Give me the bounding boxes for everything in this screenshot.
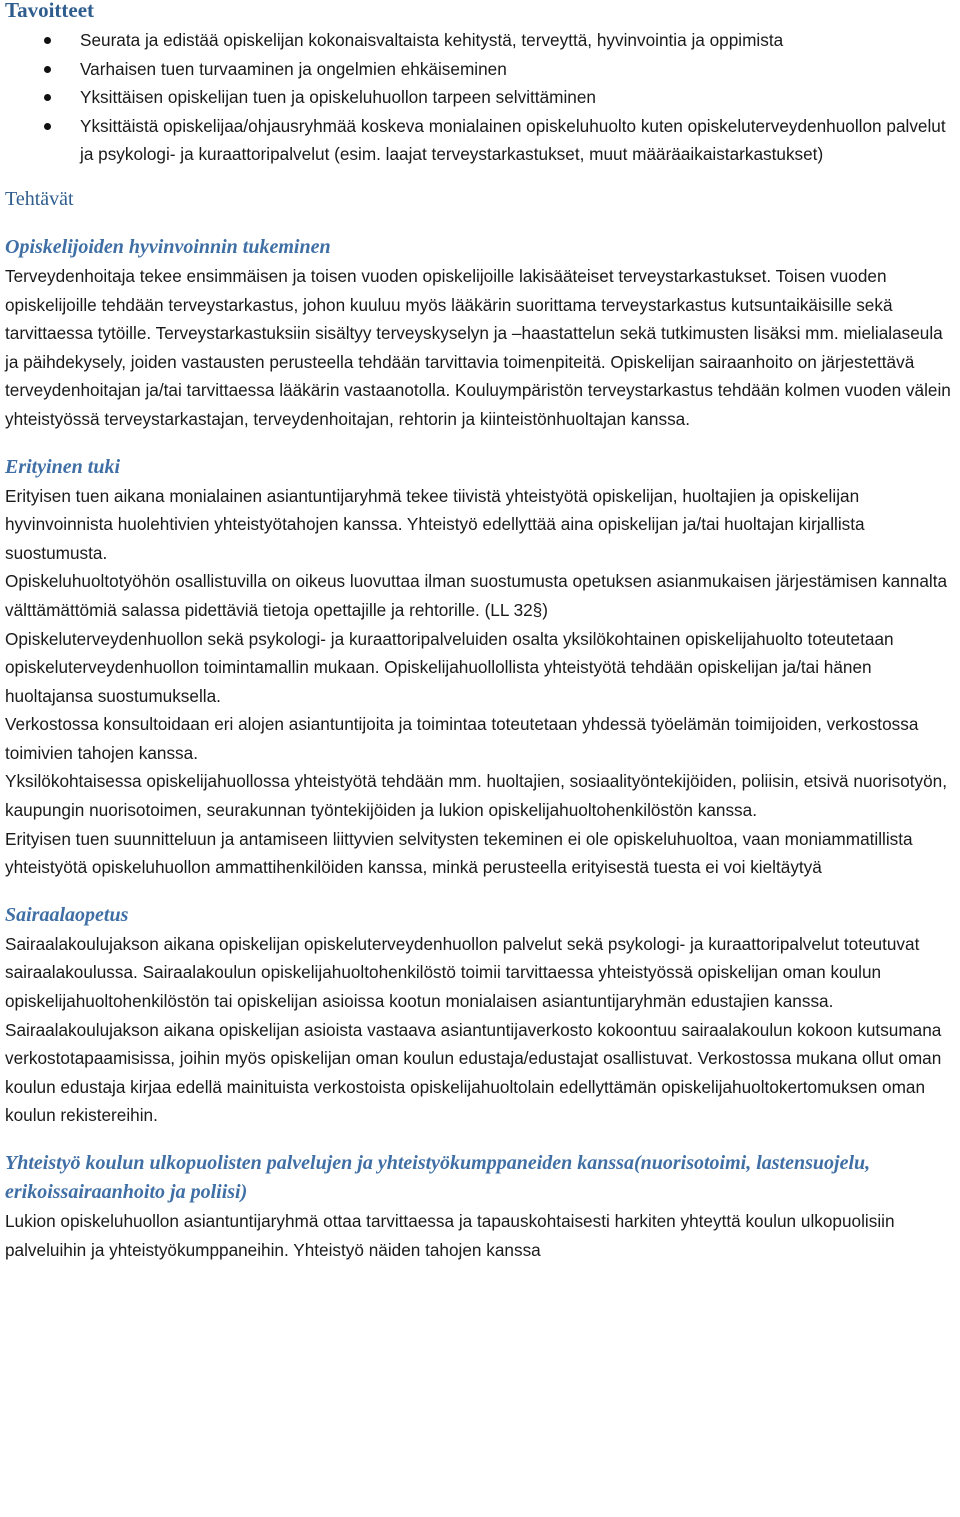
goals-list bbox=[5, 26, 957, 169]
cooperation-heading: Yhteistyö koulun ulkopuolisten palvelujen ja yhteistyökumppaneiden kanssa(nuorisotoimi, lastensuojelu, erikoissairaanhoito ja poliisi) bbox=[5, 1152, 871, 1203]
special-paragraph: Opiskeluhuoltotyöhön osallistuvilla on oikeus luovuttaa ilman suostumusta opetuksen asianmukaisen järjestämisen kannalta välttämättömiä salassa pidettäviä tietoja opettajille ja rehtorille. (LL 32§) bbox=[5, 571, 948, 620]
goals-heading: Tavoitteet bbox=[5, 0, 95, 22]
goal-text: Varhaisen tuen turvaaminen ja ongelmien ehkäiseminen bbox=[80, 58, 507, 79]
list-item bbox=[5, 83, 957, 112]
wellbeing-heading: Opiskelijoiden hyvinvoinnin tukeminen bbox=[5, 235, 331, 258]
special-support-heading: Erityinen tuki bbox=[5, 455, 121, 478]
special-paragraph: Verkostossa konsultoidaan eri alojen asiantuntijoita ja toimintaa toteutetaan yhdessä työelämän toimijoiden, verkostossa toimivien tahojen kanssa. bbox=[5, 714, 919, 763]
special-paragraph: Yksilökohtaisessa opiskelijahuollossa yhteistyötä tehdään mm. huoltajien, sosiaalityöntekijöiden, poliisin, etsivä nuorisotyön, kaupungin nuorisotoimen, seurakunnan työntekijöiden ja lukion opiskelijahuoltohenkilöstön kanssa. bbox=[5, 771, 948, 821]
goal-text: Seurata ja edistää opiskelijan kokonaisvaltaista kehitystä, terveyttä, hyvinvointia ja oppimista bbox=[80, 30, 784, 50]
special-paragraph: Opiskeluterveydenhuollon sekä psykologi- ja kuraattoripalveluiden osalta yksilökohtainen opiskelijahuolto toteutetaan opiskeluterveydenhuollon toimintamallin mukaan. Opiskelijahuollollista yhteistyötä tehdään opiskelijan ja/tai hänen huoltajansa suostumuksella. bbox=[5, 628, 894, 706]
cooperation-paragraph: Lukion opiskeluhuollon asiantuntijaryhmä ottaa tarvittaessa ja tapauskohtaisesti harkiten yhteyttä koulun ulkopuolisiin palveluihin ja yhteistyökumppaneihin. Yhteistyö näiden tahojen kanssa bbox=[5, 1211, 895, 1260]
hospital-teaching-heading: Sairaalaopetus bbox=[5, 903, 129, 926]
goal-text: Yksittäistä opiskelijaa/ohjausryhmää koskeva monialainen opiskeluhuolto kuten opiskeluterveydenhuollon palvelut ja psykologi- ja kuraattoripalvelut (esim. laajat terveystarkastukset, muut määräaikaistarkastukset) bbox=[80, 115, 946, 165]
list-item bbox=[5, 26, 957, 55]
goal-text: Yksittäisen opiskelijan tuen ja opiskeluhuollon tarpeen selvittäminen bbox=[80, 87, 596, 108]
list-item bbox=[5, 55, 957, 84]
bullet-icon bbox=[44, 66, 51, 73]
bullet-icon bbox=[44, 123, 51, 130]
hospital-paragraph: Sairaalakoulujakson aikana opiskelijan opiskeluterveydenhuollon palvelut sekä psykologi- ja kuraattoripalvelut toteutuvat sairaalakoulussa. Sairaalakoulun opiskelijahuoltohenkilöstö toimii tarvittaessa yhteistyössä opiskelijan oman koulun opiskelijahuoltohenkilöstön tai opiskelijan asioissa kootun monialaisen asiantuntijaryhmän edustajien kanssa. Sairaalakoulujakson aikana opiskelijan asioista vastaava asiantuntijaverkosto kokoontuu sairaalakoulun kokoon kutsumana verkostotapaamisissa, joihin myös opiskelijan oman koulun edustaja/edustajat osallistuvat. Verkostossa mukana ollut oman koulun edustaja kirjaa edellä mainituista verkostoista opiskelijahuoltolain edellyttämän opiskelijahuoltokertomuksen oman koulun rekistereihin. bbox=[5, 933, 942, 1126]
document-page bbox=[5, 0, 957, 1264]
bullet-icon bbox=[44, 94, 51, 101]
tasks-heading: Tehtävät bbox=[5, 187, 74, 210]
wellbeing-paragraph: Terveydenhoitaja tekee ensimmäisen ja toisen vuoden opiskelijoille lakisääteiset terveystarkastukset. Toisen vuoden opiskelijoille tehdään terveystarkastus, johon kuuluu myös lääkärin suorittama terveystarkastus kutsuntaikäisille sekä tarvittaessa tytöille. Terveystarkastuksiin sisältyy terveyskyselyn ja –haastattelun sekä tutkimusten lisäksi mm. mielialaseula ja päihdekysely, joiden vastausten perusteella tehdään tarvittavia toimenpiteitä. Opiskelijan sairaanhoito on järjestettävä terveydenhoitajan ja/tai tarvittaessa lääkärin vastaanotolla. Kouluympäristön terveystarkastus tehdään kolmen vuoden välein yhteistyössä terveystarkastajan, terveydenhoitajan, rehtorin ja kiinteistönhuoltajan kanssa. bbox=[5, 265, 951, 429]
special-paragraph: Erityisen tuen aikana monialainen asiantuntijaryhmä tekee tiivistä yhteistyötä opiskelijan, huoltajien ja opiskelijan hyvinvoinnista huolehtivien yhteistyötahojen kanssa. Yhteistyö edellyttää aina opiskelijan ja/tai huoltajan kirjallista suostumusta. bbox=[5, 485, 865, 563]
list-item bbox=[5, 112, 957, 169]
special-paragraph: Erityisen tuen suunnitteluun ja antamiseen liittyvien selvitysten tekeminen ei ole opiskeluhuoltoa, vaan moniammatillista yhteistyötä opiskeluhuollon ammattihenkilöiden kanssa, minkä perusteella erityisestä tuesta ei voi kieltäytyä bbox=[5, 828, 913, 878]
bullet-icon bbox=[44, 37, 51, 44]
